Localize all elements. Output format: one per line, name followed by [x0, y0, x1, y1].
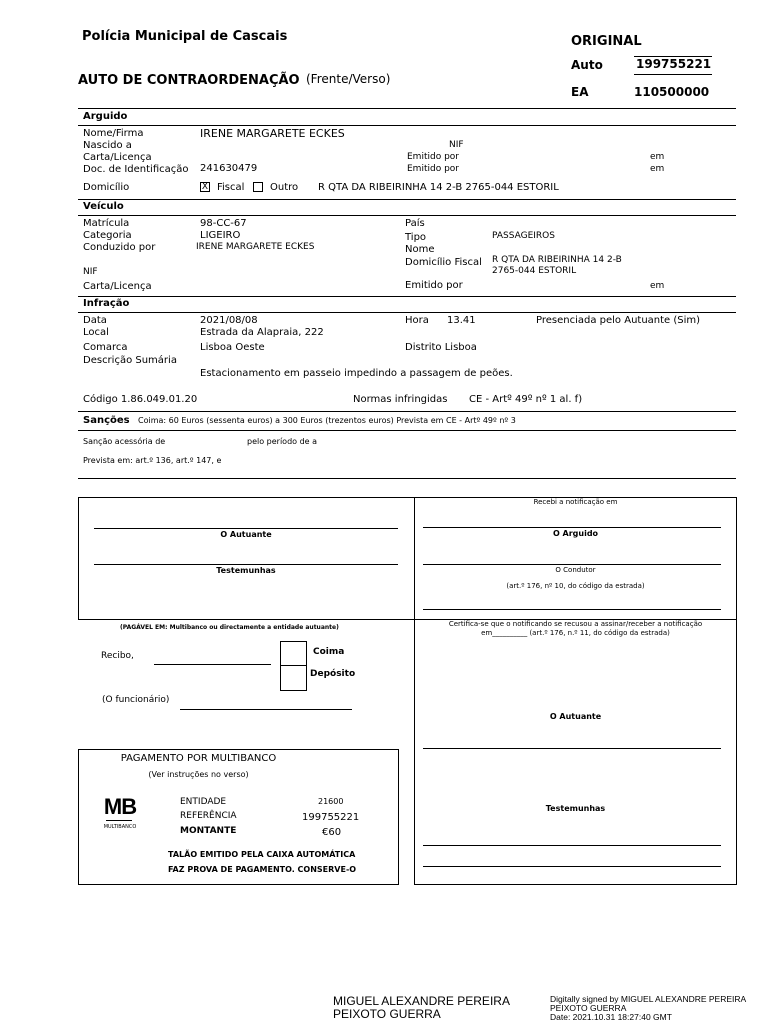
em-label: em [650, 152, 665, 162]
pagavel-note: (PAGÁVEL EM: Multibanco ou directamente a entidade autuante) [120, 624, 339, 631]
signature-line[interactable] [423, 609, 721, 610]
local-label: Local [83, 327, 109, 338]
autuante-signature-box [78, 497, 415, 620]
section-divider [78, 312, 736, 313]
signature-line[interactable] [94, 564, 398, 565]
data-value: 2021/08/08 [200, 315, 258, 326]
emitido-label: Emitido por [407, 164, 459, 174]
auto-number-overline [634, 56, 712, 57]
original-label: ORIGINAL [571, 34, 642, 49]
categoria-label: Categoria [83, 230, 132, 241]
referencia-label: REFERÊNCIA [180, 811, 237, 821]
matricula-value: 98-CC-67 [200, 218, 247, 229]
comarca-label: Comarca [83, 342, 128, 353]
normas-value: CE - Artº 49º nº 1 al. f) [469, 394, 583, 405]
doc-id-value: 241630479 [200, 163, 258, 174]
em-label: em [650, 164, 665, 174]
doc-id-label: Doc. de Identificação [83, 164, 189, 175]
document-title: AUTO DE CONTRAORDENAÇÃO [78, 73, 300, 88]
carta-label: Carta/Licença [83, 152, 152, 163]
notification-signature-box [414, 497, 737, 620]
signature-line[interactable] [423, 748, 721, 749]
testemunhas-caption: Testemunhas [216, 566, 276, 575]
montante-label: MONTANTE [180, 826, 237, 836]
nif-label: NIF [449, 140, 464, 150]
signature-line[interactable] [94, 528, 398, 529]
ea-number: 110500000 [634, 85, 710, 99]
certifica-text-line1: Certifica-se que o notificando se recusou a assinar/receber a notificação [448, 620, 703, 628]
funcionario-line[interactable] [180, 709, 352, 710]
hora-label: Hora [405, 315, 429, 326]
outro-checkbox[interactable] [253, 182, 263, 192]
recibo-label: Recibo, [101, 651, 134, 661]
section-veiculo-title: Veículo [83, 201, 124, 212]
signature-line[interactable] [423, 866, 721, 867]
sancao-acessoria-label: Sanção acessória de [83, 437, 166, 446]
deposito-label: Depósito [310, 669, 356, 679]
distrito-text: Distrito Lisboa [405, 342, 477, 353]
codigo-text: Código 1.86.049.01.20 [83, 394, 198, 405]
local-value: Estrada da Alapraia, 222 [200, 327, 324, 338]
autuante-caption: O Autuante [549, 712, 602, 721]
categoria-value: LIGEIRO [200, 230, 241, 241]
sancoes-text: Coima: 60 Euros (sessenta euros) a 300 Euros (trezentos euros) Prevista em CE - Artº 49º nº 3 [138, 416, 516, 425]
domicilio-fiscal-line1: R QTA DA RIBEIRINHA 14 2-B [492, 255, 622, 265]
tipo-label: Tipo [405, 232, 427, 243]
section-divider [78, 411, 736, 412]
normas-label: Normas infringidas [353, 394, 448, 405]
entidade-label: ENTIDADE [180, 797, 227, 807]
comarca-value: Lisboa Oeste [200, 342, 265, 353]
periodo-label: pelo período de a [247, 437, 318, 446]
signer-name-line1: MIGUEL ALEXANDRE PEREIRA [333, 994, 510, 1008]
talao-note-line1: TALÃO EMITIDO PELA CAIXA AUTOMÁTICA [168, 850, 356, 859]
entidade-value: 21600 [318, 797, 344, 806]
multibanco-subtitle: (Ver instruções no verso) [148, 770, 249, 779]
multibanco-title: PAGAMENTO POR MULTIBANCO [120, 753, 277, 764]
digitally-signed-line1: Digitally signed by MIGUEL ALEXANDRE PEREIRA [550, 994, 747, 1004]
sancoes-label: Sanções [83, 415, 130, 426]
domicilio-address: R QTA DA RIBEIRINHA 14 2-B 2765-044 ESTORIL [318, 182, 559, 193]
signature-line[interactable] [423, 527, 721, 528]
hora-value: 13.41 [447, 315, 476, 326]
coima-label: Coima [313, 647, 345, 657]
coima-checkbox[interactable] [280, 641, 307, 666]
em-label: em [650, 281, 665, 291]
auto-label: Auto [571, 58, 603, 72]
nome-label: Nome/Firma [83, 128, 144, 139]
presenciada-text: Presenciada pelo Autuante (Sim) [536, 315, 701, 326]
document-subtitle: (Frente/Verso) [306, 72, 391, 86]
section-divider [78, 199, 736, 200]
multibanco-logo-icon [100, 795, 140, 829]
section-arguido-title: Arguido [83, 111, 128, 122]
emitido-label: Emitido por [405, 280, 463, 291]
outro-label: Outro [270, 182, 299, 193]
descricao-label: Descrição Sumária [83, 355, 177, 366]
referencia-value: 199755221 [302, 812, 360, 823]
ea-label: EA [571, 85, 589, 99]
data-label: Data [83, 315, 107, 326]
pais-label: País [405, 218, 425, 229]
section-divider [78, 296, 736, 297]
autuante-caption: O Autuante [220, 530, 272, 539]
section-divider [78, 215, 736, 216]
section-divider [78, 125, 736, 126]
nome-value: IRENE MARGARETE ECKES [200, 127, 345, 140]
deposito-checkbox[interactable] [280, 665, 307, 691]
signature-line[interactable] [423, 845, 721, 846]
multibanco-logo-caption: MULTIBANCO [103, 824, 137, 830]
section-divider [78, 430, 736, 431]
testemunhas-caption: Testemunhas [545, 804, 606, 813]
nome-label: Nome [405, 244, 435, 255]
signer-name-line2: PEIXOTO GUERRA [333, 1007, 441, 1021]
descricao-value: Estacionamento em passeio impedindo a passagem de peões. [200, 368, 513, 379]
recebi-notificacao-label: Recebi a notificação em [533, 498, 618, 506]
fiscal-checkbox[interactable]: X [201, 182, 209, 192]
carta-label: Carta/Licença [83, 281, 152, 292]
section-divider [78, 108, 736, 109]
arguido-caption: O Arguido [552, 529, 599, 538]
montante-value: €60 [322, 827, 342, 838]
domicilio-fiscal-line2: 2765-044 ESTORIL [492, 266, 577, 276]
section-infracao-title: Infração [83, 298, 130, 309]
nif-label: NIF [83, 267, 98, 277]
digitally-signed-line2: PEIXOTO GUERRA [550, 1003, 627, 1013]
multibanco-logo-letters: MB [103, 794, 137, 819]
organization-name: Polícia Municipal de Cascais [82, 29, 288, 44]
condutor-reference: (art.º 176, nº 10, do código da estrada) [506, 582, 645, 590]
conduzido-label: Conduzido por [83, 242, 156, 253]
domicilio-label: Domicílio [83, 182, 130, 193]
signature-line[interactable] [423, 564, 721, 565]
emitido-label: Emitido por [407, 152, 459, 162]
tipo-value: PASSAGEIROS [492, 231, 555, 241]
digitally-signed-date: Date: 2021.10.31 18:27:40 GMT [550, 1012, 672, 1022]
section-divider [78, 478, 736, 479]
recibo-line[interactable] [154, 664, 271, 665]
conduzido-value: IRENE MARGARETE ECKES [196, 242, 315, 252]
prevista-text: Prevista em: art.º 136, art.º 147, e [83, 456, 222, 465]
talao-note-line2: FAZ PROVA DE PAGAMENTO. CONSERVE-O [168, 865, 357, 874]
auto-number-underline [634, 74, 712, 75]
domicilio-fiscal-label: Domicílio Fiscal [405, 257, 482, 268]
multibanco-logo-bar [106, 820, 132, 821]
nascido-label: Nascido a [83, 140, 132, 151]
fiscal-label: Fiscal [217, 182, 245, 193]
certifica-text-line2: em__________ (art.º 176, n.º 11, do código da estrada) [481, 629, 670, 637]
matricula-label: Matrícula [83, 218, 130, 229]
auto-number: 199755221 [636, 57, 712, 71]
funcionario-label: (O funcionário) [102, 695, 170, 705]
condutor-caption: O Condutor [555, 566, 596, 574]
